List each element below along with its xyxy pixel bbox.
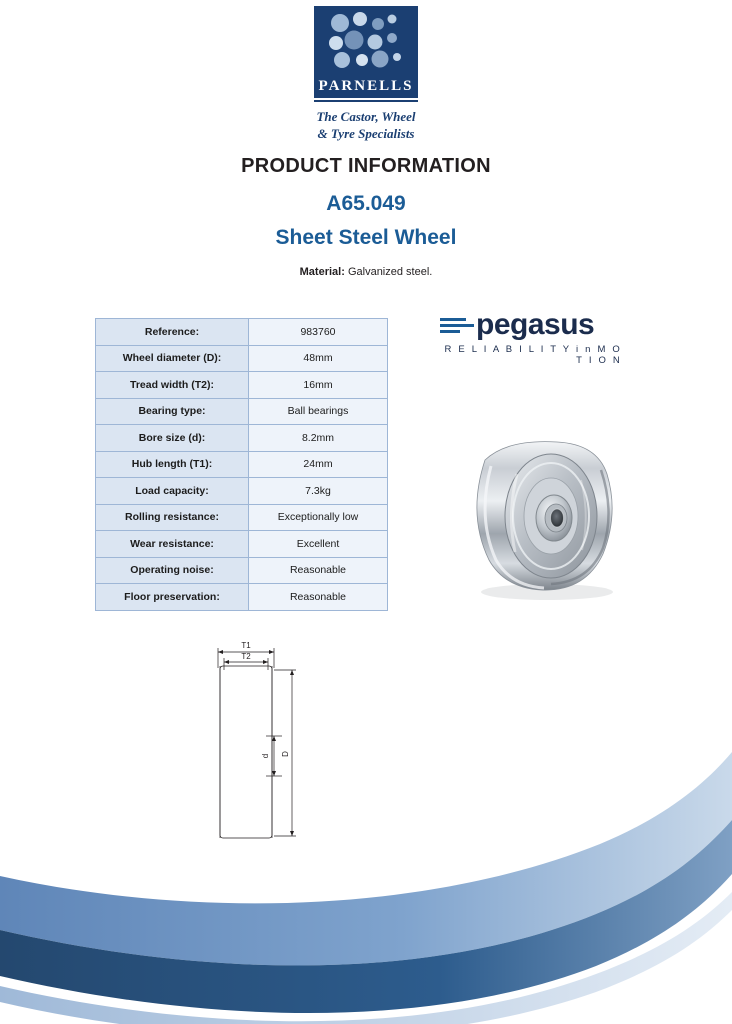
brand-tagline-line2: & Tyre Specialists bbox=[317, 126, 415, 141]
table-row bbox=[96, 451, 388, 478]
table-row bbox=[96, 531, 388, 558]
pegasus-bars-icon bbox=[440, 314, 474, 336]
spec-label: Load capacity: bbox=[96, 478, 249, 505]
spec-label: Operating noise: bbox=[96, 557, 249, 584]
dimension-label-t2: T2 bbox=[241, 652, 251, 661]
spec-value: Exceptionally low bbox=[249, 504, 388, 531]
table-row bbox=[96, 319, 388, 346]
supplier-brand-slogan: R E L I A B I L I T Y i n M O T I O N bbox=[444, 344, 622, 366]
table-row bbox=[96, 425, 388, 452]
spec-value: Reasonable bbox=[249, 557, 388, 584]
brand-tagline-line1: The Castor, Wheel bbox=[316, 109, 416, 124]
material-line bbox=[0, 266, 732, 278]
page-title: PRODUCT INFORMATION bbox=[241, 155, 491, 177]
table-row bbox=[96, 584, 388, 611]
supplier-brand-name: pegasus bbox=[476, 308, 595, 341]
product-name: Sheet Steel Wheel bbox=[275, 226, 457, 249]
brand-logo-block bbox=[0, 6, 732, 142]
brand-logo-underline bbox=[314, 100, 418, 102]
spec-value: Reasonable bbox=[249, 584, 388, 611]
table-row bbox=[96, 478, 388, 505]
spec-label: Rolling resistance: bbox=[96, 504, 249, 531]
table-row bbox=[96, 504, 388, 531]
spec-value: 983760 bbox=[249, 319, 388, 346]
product-code: A65.049 bbox=[326, 192, 406, 215]
spec-label: Hub length (T1): bbox=[96, 451, 249, 478]
material-value: Galvanized steel. bbox=[347, 266, 433, 278]
spec-value: 48mm bbox=[249, 345, 388, 372]
spec-value: 7.3kg bbox=[249, 478, 388, 505]
spec-value: 16mm bbox=[249, 372, 388, 399]
spec-value: Ball bearings bbox=[249, 398, 388, 425]
spec-label: Wheel diameter (D): bbox=[96, 345, 249, 372]
spec-label: Wear resistance: bbox=[96, 531, 249, 558]
brand-tagline bbox=[0, 108, 732, 142]
dimension-label-d-outer: D bbox=[281, 751, 290, 757]
material-label: Material: bbox=[299, 266, 345, 278]
specifications-table bbox=[95, 318, 388, 611]
spec-label: Bore size (d): bbox=[96, 425, 249, 452]
product-photo bbox=[455, 430, 635, 605]
brand-logo-name: PARNELLS bbox=[318, 78, 414, 94]
spec-value: Excellent bbox=[249, 531, 388, 558]
brand-logo-box bbox=[314, 6, 418, 98]
spec-label: Tread width (T2): bbox=[96, 372, 249, 399]
table-row bbox=[96, 345, 388, 372]
table-row bbox=[96, 557, 388, 584]
dimension-label-t1: T1 bbox=[241, 641, 251, 650]
dimension-label-d-bore: d bbox=[261, 753, 270, 759]
bubbles-logo-icon bbox=[320, 10, 412, 74]
spec-label: Floor preservation: bbox=[96, 584, 249, 611]
spec-value: 24mm bbox=[249, 451, 388, 478]
table-row bbox=[96, 372, 388, 399]
supplier-brand-block bbox=[440, 310, 640, 366]
spec-value: 8.2mm bbox=[249, 425, 388, 452]
spec-label: Reference: bbox=[96, 319, 249, 346]
table-row bbox=[96, 398, 388, 425]
spec-label: Bearing type: bbox=[96, 398, 249, 425]
footer-swoosh-decoration bbox=[0, 724, 732, 1024]
